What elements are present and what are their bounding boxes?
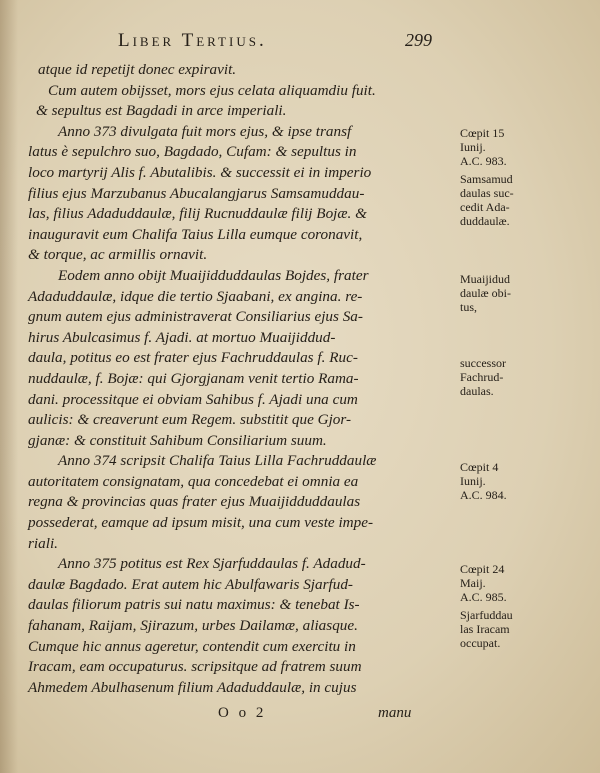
margin-note: Cœpit 4 Iunij. A.C. 984. <box>460 460 507 502</box>
text-line: Anno 374 scripsit Chalifa Taius Lilla Fachruddaulæ <box>58 452 377 470</box>
catchword: manu <box>378 705 412 721</box>
text-line: riali. <box>28 534 58 552</box>
margin-note: Sjarfuddau las Iracam occupat. <box>460 608 513 650</box>
text-line: daula, potitus eo est frater ejus Fachruddaulas f. Ruc- <box>28 349 358 367</box>
text-line: Cumque hic annus ageretur, contendit cum exercitu in <box>28 637 356 655</box>
text-line: Eodem anno obijt Muaijidduddaulas Bojdes, frater <box>58 266 369 284</box>
margin-note: Cœpit 24 Maij. A.C. 985. <box>460 562 507 604</box>
text-line: gnum autem ejus administraverat Consiliarius ejus Sa- <box>28 308 363 326</box>
gutter-shadow <box>0 0 18 773</box>
margin-note: Muaijidud daulæ obi- tus, <box>460 272 511 314</box>
text-line: Anno 375 potitus est Rex Sjarfuddaulas f. Adadud- <box>58 555 366 573</box>
text-line: nuddaulæ, f. Bojæ: qui Gjorgjanam venit tertio Rama- <box>28 369 359 387</box>
text-line: latus è sepulchro suo, Bagdado, Cufam: & sepultus in <box>28 143 357 161</box>
text-line: loco martyrij Alis f. Abutalibis. & successit ei in imperio <box>28 163 372 181</box>
text-line: Iracam, eam occupaturus. scripsitque ad fratrem suum <box>28 658 362 676</box>
main-text-block <box>28 60 514 698</box>
page-number: 299 <box>405 30 432 50</box>
margin-note: successor Fachrud- daulas. <box>460 356 506 398</box>
text-line: Ahmedem Abulhasenum filium Adaduddaulæ, in cujus <box>28 678 357 696</box>
text-line: inauguravit eum Chalifa Taius Lilla eumque coronavit, <box>28 225 363 243</box>
text-line: & torque, ac armillis ornavit. <box>28 246 208 264</box>
margin-note: Cœpit 15 Iunij. A.C. 983. <box>460 126 507 168</box>
text-line: Cum autem obijsset, mors ejus celata aliquamdiu fuit. <box>48 81 376 99</box>
text-line: hirus Abulcasimus f. Ajadi. at mortuo Muaijiddud- <box>28 328 336 346</box>
text-line: las, filius Adaduddaulæ, filij Rucnuddaulæ filij Bojæ. & <box>28 205 367 223</box>
text-line: filius ejus Marzubanus Abucalangjarus Samsamuddau- <box>28 184 365 202</box>
margin-note: Samsamud daulas suc- cedit Ada- duddaulæ. <box>460 172 514 228</box>
text-line: gjanæ: & constituit Sahibum Consiliarium suum. <box>28 431 327 449</box>
text-line: Anno 373 divulgata fuit mors ejus, & ipse transf <box>58 122 352 140</box>
text-line: fahanam, Raijam, Sjirazum, urbes Dailamæ, aliasque. <box>28 617 358 635</box>
text-line: aulicis: & creaverunt eum Regem. substitit que Gjor- <box>28 411 352 429</box>
text-line: autoritatem consignatam, qua concedebat ei omnia ea <box>28 472 359 490</box>
text-line: regna & provincias quas frater ejus Muaijidduddaulas <box>28 493 361 511</box>
running-title: Liber Tertius. <box>118 30 267 51</box>
text-line: Adaduddaulæ, idque die tertio Sjaabani, ex angina. re- <box>28 287 363 305</box>
text-line: daulas filiorum patris sui natu maximus: & tenebat Is- <box>28 596 360 614</box>
text-line: & sepultus est Bagdadi in arce imperiali. <box>36 102 287 120</box>
page-footer <box>0 705 600 727</box>
text-line: possederat, eamque ad ipsum misit, una cum veste impe- <box>28 514 374 532</box>
running-header <box>0 30 600 56</box>
signature-mark: O o 2 <box>218 705 267 721</box>
text-line: dani. processitque ei obviam Sahibus f. Ajadi una cum <box>28 390 358 408</box>
text-line: daulæ Bagdado. Erat autem hic Abulfawaris Sjarfud- <box>28 575 353 593</box>
text-line: atque id repetijt donec expiravit. <box>38 61 237 78</box>
